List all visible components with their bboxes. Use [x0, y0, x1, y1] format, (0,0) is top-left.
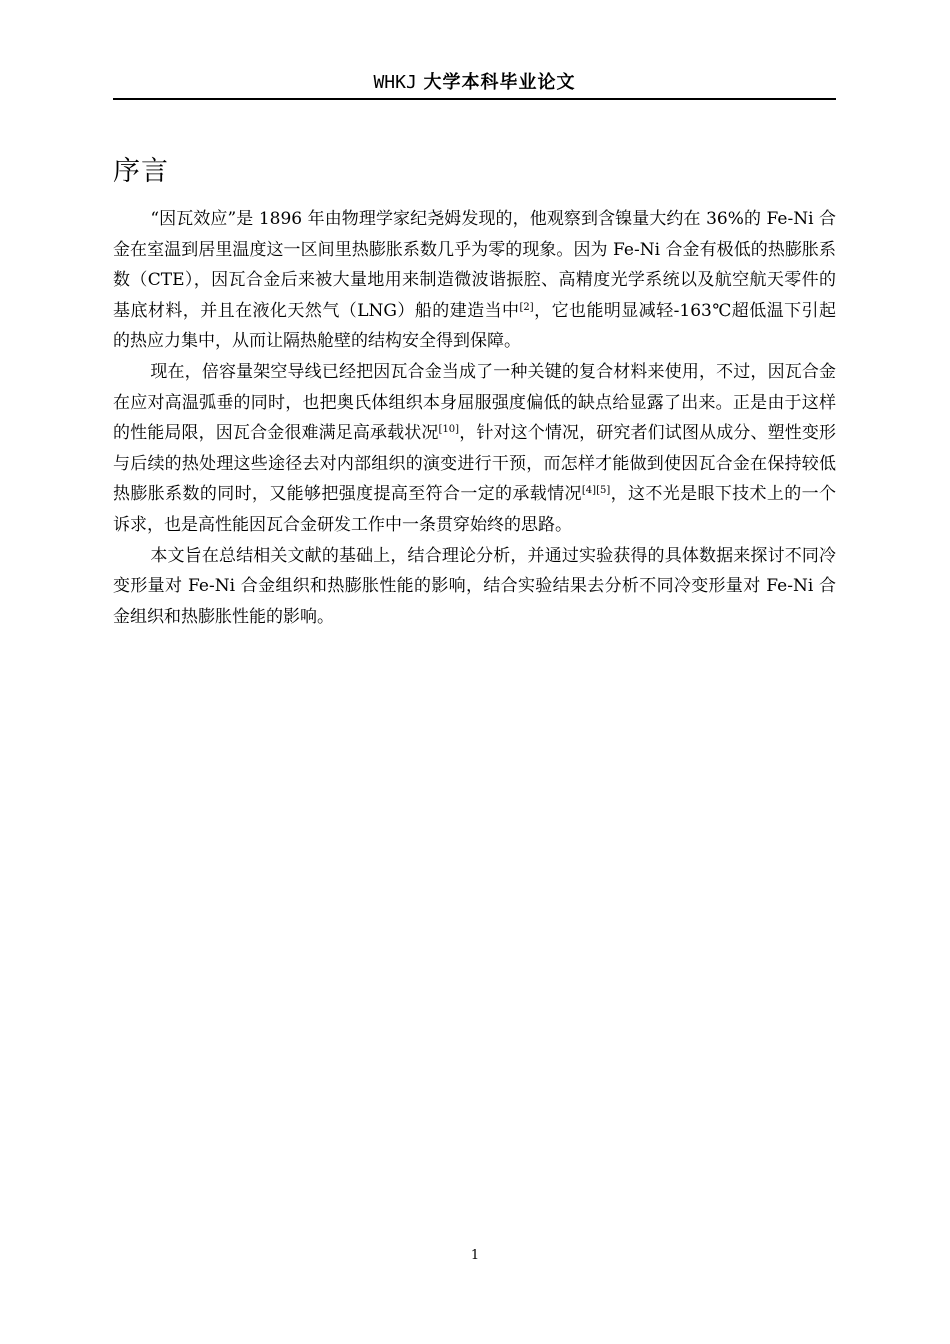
- citation: [10]: [438, 424, 460, 436]
- paragraph-text: 本文旨在总结相关文献的基础上，结合理论分析，并通过实验获得的具体数据来探讨不同冷变形量对 Fe-Ni 合金组织和热膨胀性能的影响，结合实验结果去分析不同冷变形量对 Fe-Ni 合金组织和热膨胀性能的影响。: [113, 545, 836, 627]
- citation: [4][5]: [581, 485, 611, 497]
- page-number: 1: [470, 1248, 480, 1263]
- body-text: [113, 204, 836, 632]
- citation: [2]: [519, 301, 534, 313]
- header-title: 大学本科毕业论文: [423, 72, 576, 93]
- paragraph-text: ，针对这个情况，研究者们试图从成分、塑性变形与后续的热处理这些途径去对内部组织的演变进行干预，而怎样才能做到使因瓦合金在保持较低热膨胀系数的同时，又能够把强度提高至符合一定的承载情况: [113, 423, 837, 505]
- section-title: 序言: [113, 156, 169, 187]
- paragraph-text: ，这不光是眼下技术上的一个诉求，也是高性能因瓦合金研发工作中一条贯穿始终的思路。: [113, 484, 837, 535]
- paragraph-text: “因瓦效应”是 1896 年由物理学家纪尧姆发现的，他观察到含镍量大约在 36%的 Fe-Ni 合金在室温到居里温度这一区间里热膨胀系数几乎为零的现象。因为 Fe-Ni 合金有极低的热膨胀系数（CTE），因瓦合金后来被大量地用来制造微波谐振腔、高精度光学系统以及航空航天零件的基底材料，并且在液化天然气（LNG）船的建造当中: [113, 209, 836, 321]
- paragraph-3: [113, 541, 836, 633]
- paragraph-text: 现在，倍容量架空导线已经把因瓦合金当成了一种关键的复合材料来使用，不过，因瓦合金在应对高温弧垂的同时，也把奥氏体组织本身屈服强度偏低的缺点给显露了出来。正是由于这样的性能局限，因瓦合金很难满足高承载状况: [113, 361, 836, 444]
- header-rule: [113, 98, 836, 100]
- paragraph-2: [113, 357, 836, 541]
- paragraph-1: [113, 204, 836, 357]
- header-code: WHKJ: [373, 72, 417, 93]
- running-header: [113, 70, 836, 96]
- paragraph-text: ，它也能明显减轻-163℃超低温下引起的热应力集中，从而让隔热舱壁的结构安全得到保障。: [113, 300, 836, 352]
